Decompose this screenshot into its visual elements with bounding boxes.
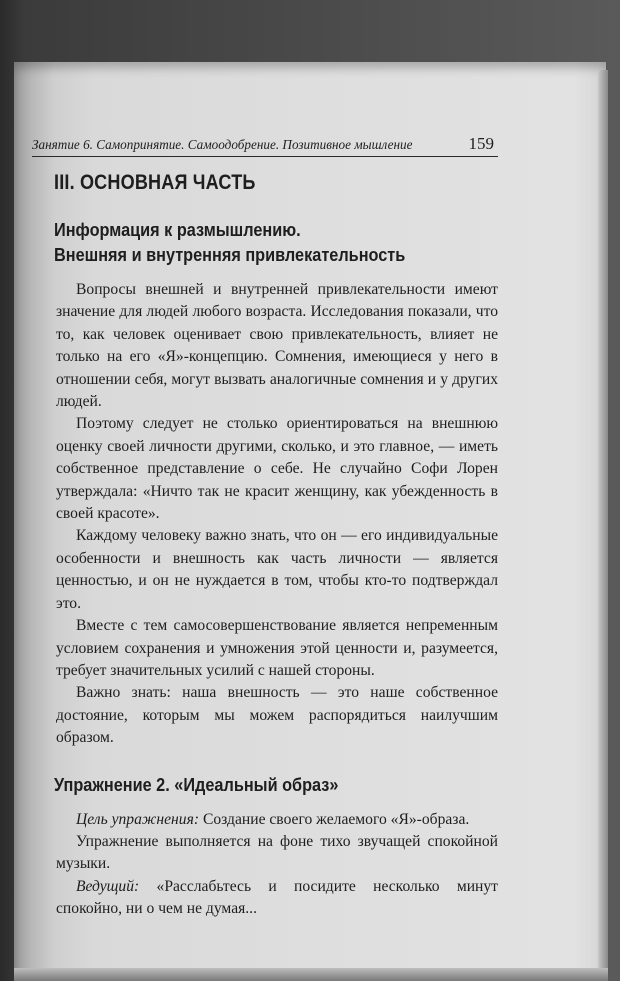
page-content xyxy=(32,134,498,921)
exercise-instruction: Упражнение выполняется на фоне тихо звучащей спокойной музыки. xyxy=(56,832,498,873)
section-body xyxy=(56,279,498,750)
paragraph: Вопросы внешней и внутренней привлекательности имеют значение для людей любого возраста. Исследования показали, что то, как человек оценивает свою привлекательность, влияет не только на его «Я»-концепцию. Сомнения, имеющиеся у него в отношении себя, могут вызвать аналогичные сомнения и у других людей. xyxy=(56,281,498,411)
goal-label: Цель упражнения: xyxy=(76,810,200,828)
exercise-body xyxy=(56,809,498,921)
page-number: 159 xyxy=(468,134,494,153)
section-title-line-2: Внешняя и внутренняя привлекательность xyxy=(54,244,406,265)
running-title: Занятие 6. Самопринятие. Самоодобрение. Позитивное мышление xyxy=(32,137,413,152)
leader-label: Ведущий: xyxy=(76,877,140,895)
section-title xyxy=(54,217,445,267)
running-head xyxy=(32,134,498,157)
page-edge-right xyxy=(598,70,608,981)
paragraph: Вместе с тем самосовершенствование является непременным условием сохранения и умножения этой ценности и, разумеется, требует значительных усилий с нашей стороны. xyxy=(56,617,498,679)
paragraph: Важно знать: наша внешность — это наше собственное достояние, которым мы можем распорядиться наилучшим образом. xyxy=(56,684,498,747)
section-title-line-1: Информация к размышлению. xyxy=(54,219,301,240)
part-title: III. ОСНОВНАЯ ЧАСТЬ xyxy=(54,171,256,194)
paragraph: Каждому человеку важно знать, что он — его индивидуальные особенности и внешность как часть личности — является ценностью, и он не нуждается в том, чтобы кто-то подтверждал это. xyxy=(56,527,498,612)
paragraph: Поэтому следует не столько ориентироваться на внешнюю оценку своей личности другими, сколько, и это главное, — иметь собственное представление о себе. Не случайно Софи Лорен утверждала: «Ничто так не красит женщину, как убежденность в своей красоте». xyxy=(56,415,498,523)
goal-text: Создание своего желаемого «Я»-образа. xyxy=(199,810,470,828)
leader-text: «Расслабьтесь и посидите несколько минут спокойно, ни о чем не думая... xyxy=(56,877,498,918)
exercise-goal xyxy=(56,809,498,831)
exercise-title: Упражнение 2. «Идеальный образ» xyxy=(54,773,339,795)
exercise-leader xyxy=(56,876,498,921)
page-edge-bottom xyxy=(14,968,608,981)
